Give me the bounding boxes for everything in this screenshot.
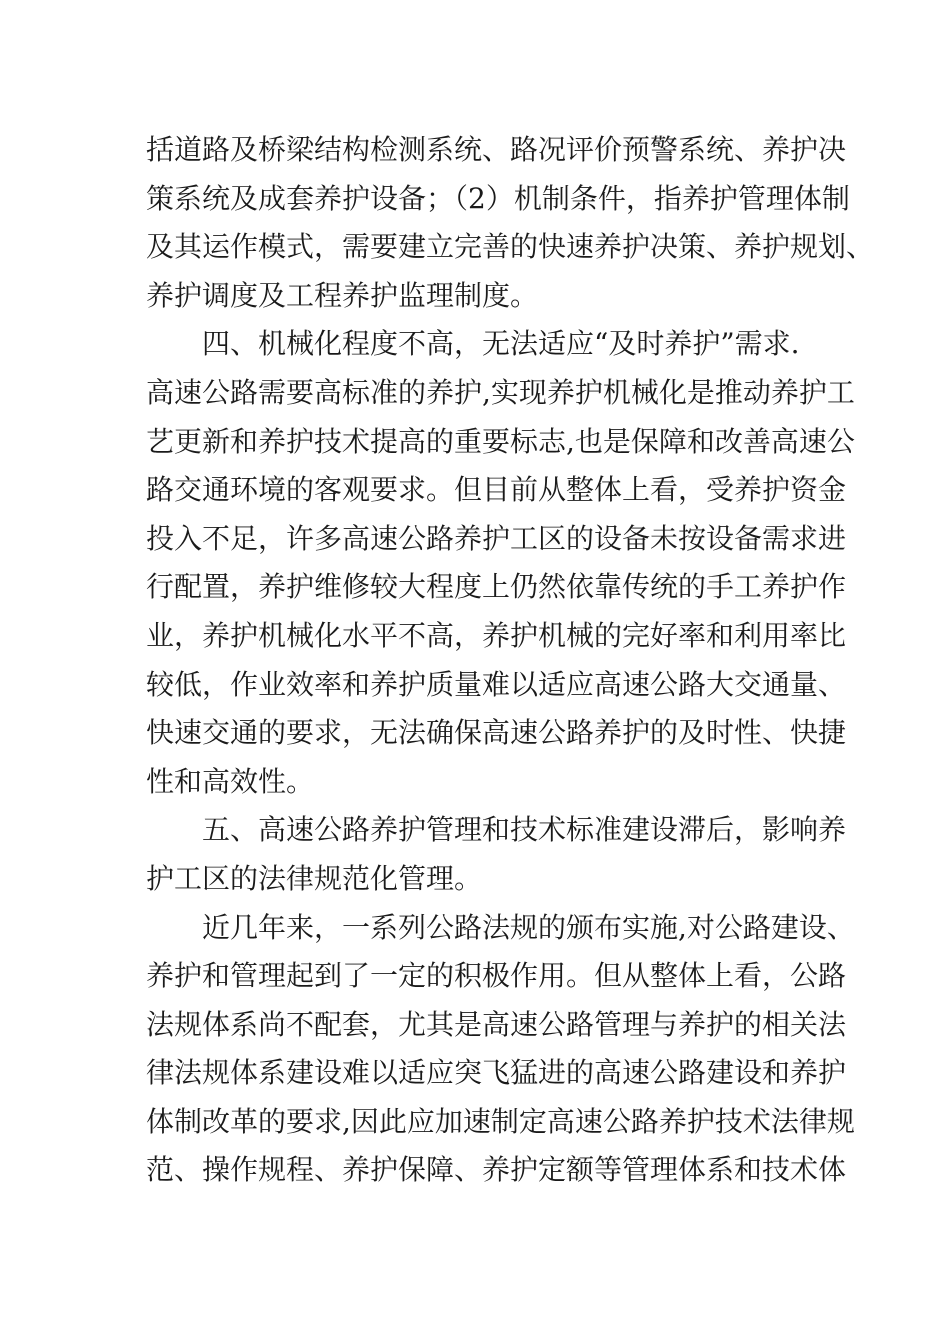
- body-text: [146, 126, 875, 1195]
- text-line: 业，养护机械化水平不高，养护机械的完好率和利用率比: [146, 618, 847, 652]
- text-line: 体制改革的要求,因此应加速制定高速公路养护技术法律规: [146, 1104, 855, 1138]
- text-line: 及其运作模式，需要建立完善的快速养护决策、养护规划、: [146, 230, 875, 264]
- text-line: 五、高速公路养护管理和技术标准建设滞后，影响养: [202, 813, 847, 847]
- text-line: 快速交通的要求，无法确保高速公路养护的及时性、快捷: [146, 716, 847, 750]
- text-line: 括道路及桥梁结构检测系统、路况评价预警系统、养护决: [146, 133, 847, 166]
- text-line: 护工区的法律规范化管理。: [146, 861, 483, 895]
- text-line: 近几年来，一系列公路法规的颁布实施,对公路建设、: [202, 910, 855, 944]
- text-line: 养护调度及工程养护监理制度。: [146, 278, 539, 312]
- text-line: 四、机械化程度不高，无法适应“及时养护”需求.: [202, 327, 800, 361]
- text-line: 艺更新和养护技术提高的重要标志,也是保障和改善高速公: [146, 424, 855, 458]
- text-line: 范、操作规程、养护保障、养护定额等管理体系和技术体: [146, 1153, 847, 1187]
- text-line: 策系统及成套养护设备；（2）机制条件，指养护管理体制: [146, 181, 850, 215]
- text-line: 较低，作业效率和养护质量难以适应高速公路大交通量、: [146, 667, 847, 701]
- text-line: 行配置，养护维修较大程度上仍然依靠传统的手工养护作: [146, 570, 847, 604]
- text-line: 律法规体系建设难以适应突飞猛进的高速公路建设和养护: [146, 1056, 847, 1090]
- text-line: 养护和管理起到了一定的积极作用。但从整体上看，公路: [146, 959, 847, 993]
- text-line: 路交通环境的客观要求。但目前从整体上看，受养护资金: [146, 473, 847, 507]
- text-line: 法规体系尚不配套，尤其是高速公路管理与养护的相关法: [146, 1007, 847, 1041]
- text-line: 高速公路需要高标准的养护,实现养护机械化是推动养护工: [146, 375, 855, 409]
- text-line: 性和高效性。: [146, 764, 315, 798]
- text-line: 投入不足，许多高速公路养护工区的设备未按设备需求进: [146, 521, 847, 555]
